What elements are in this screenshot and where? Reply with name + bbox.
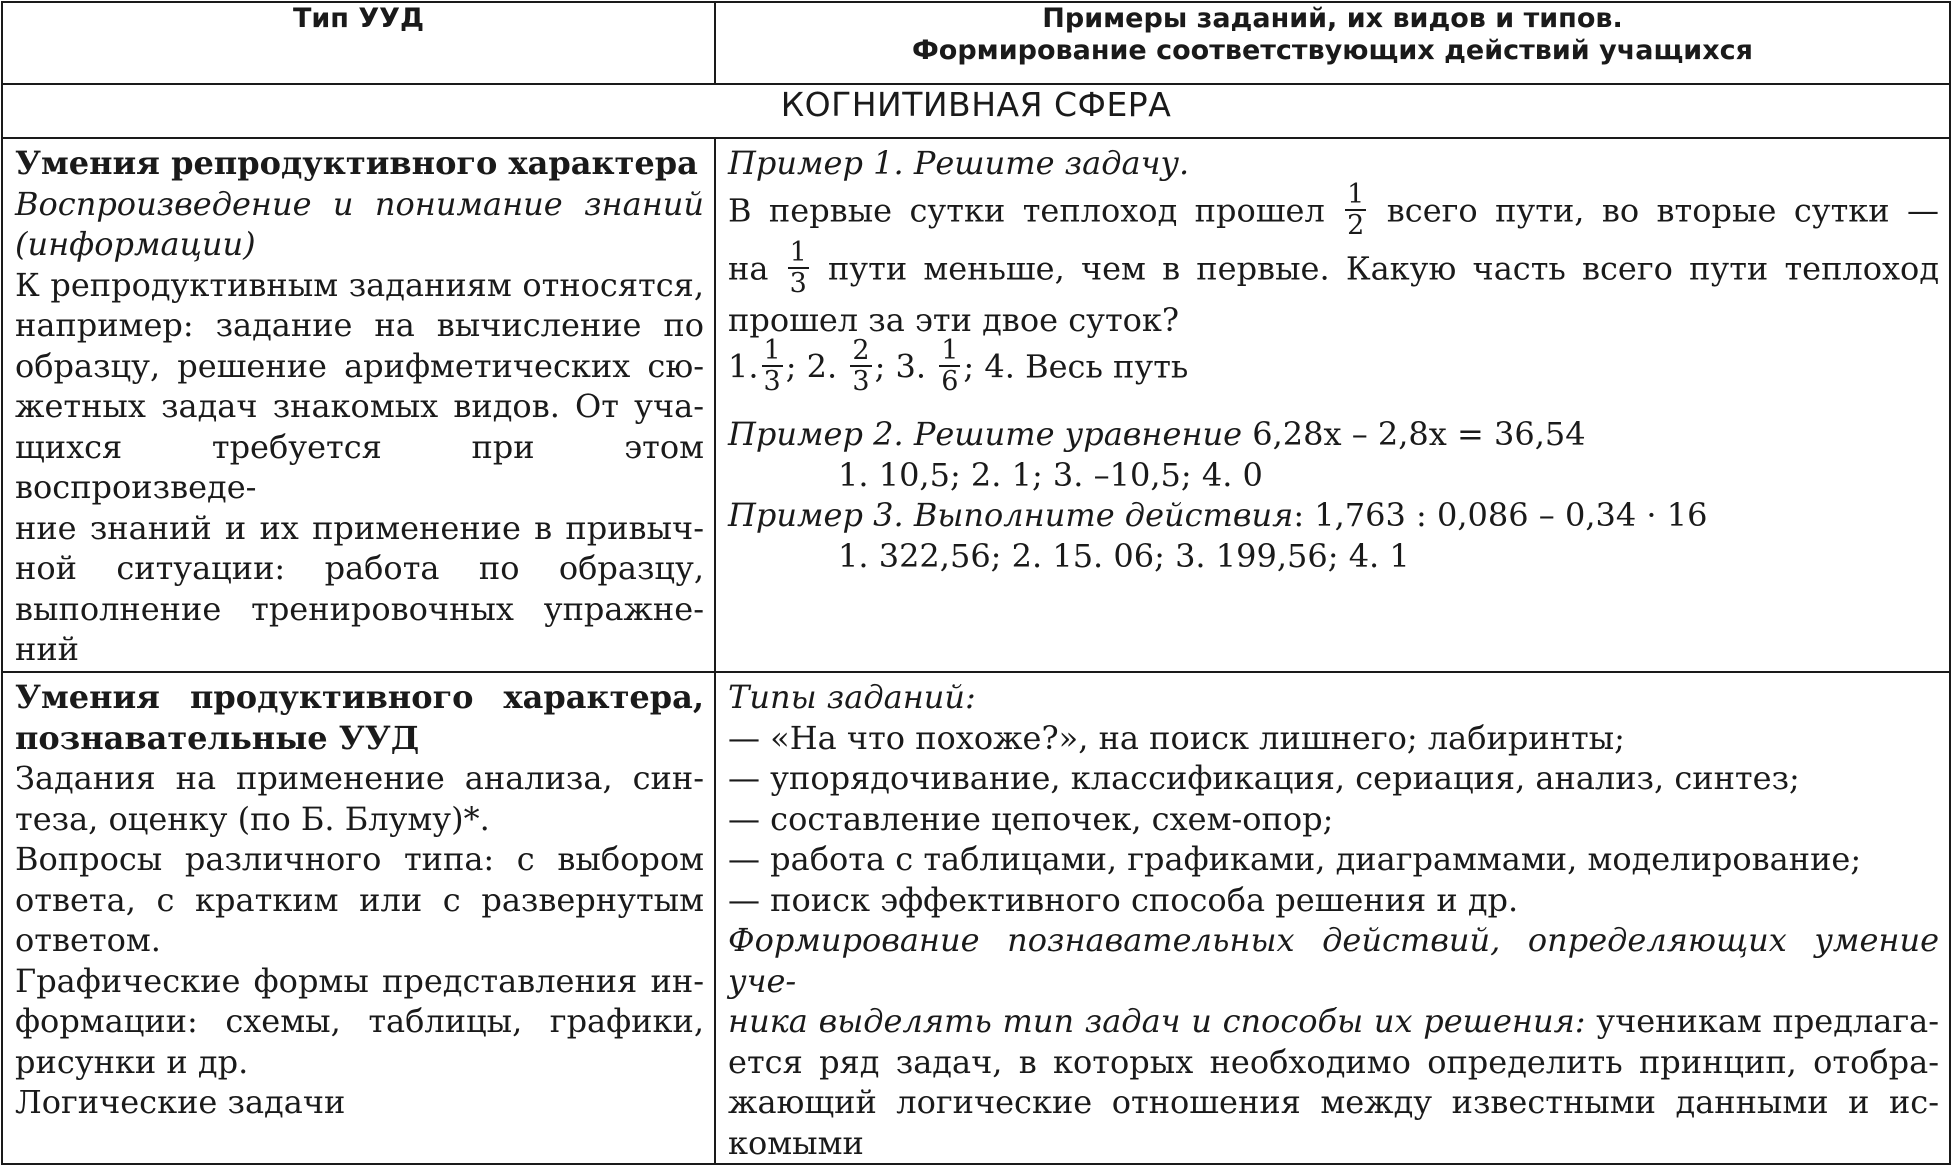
row1-text-line: образцу, решение арифметических сю-: [15, 346, 704, 385]
fraction-denominator: 6: [941, 366, 959, 397]
example3-line: [728, 495, 1939, 536]
fraction-denominator: 3: [763, 366, 781, 397]
task-types-title: Типы заданий:: [728, 678, 976, 716]
row2-text-line: формации: схемы, таблицы, графики,: [15, 1002, 704, 1040]
task-type-item: — составление цепочек, схем-опор;: [728, 799, 1334, 838]
row-reproductive: [2, 138, 1950, 672]
header-type: [2, 2, 715, 84]
row1-left-cell: [2, 138, 715, 672]
example1-line2-a: на: [728, 249, 769, 287]
example1-line2: [728, 236, 1940, 300]
row2-title-1: Умения продуктивного характера,: [15, 678, 704, 716]
row1-text-line: щихся требуется при этом воспроизведе-: [15, 427, 704, 506]
row2-text-line: Графические формы представления ин-: [15, 961, 704, 1000]
formation-line2-italic: ника выделять тип задач и способы их решения:: [728, 1002, 1586, 1040]
fraction-denominator: 3: [852, 366, 870, 397]
row2-text-line: рисунки и др.: [15, 1042, 249, 1081]
formation-line2-rest: ученикам предлага-: [1596, 1002, 1940, 1040]
formation-line2: [728, 1001, 1939, 1042]
fraction-numerator: 1: [941, 335, 959, 366]
example1-line2-b: пути меньше, чем в первые. Какую часть всего пути теплоход: [827, 249, 1940, 287]
row1-text-line: ние знаний и их применение в привыч-: [15, 508, 704, 547]
example2-answers: 1. 10,5; 2. 1; 3. –10,5; 4. 0: [838, 455, 1263, 494]
answer-fraction: [939, 337, 960, 395]
answer-label: ; 2.: [785, 347, 838, 386]
uud-table: [1, 1, 1951, 1165]
fraction-one-third: [788, 236, 809, 299]
example2-equation: 6,28x – 2,8x = 36,54: [1252, 415, 1586, 453]
row2-text-line: Логические задачи: [15, 1083, 346, 1121]
row2-text-line: Задания на применение анализа, син-: [15, 759, 704, 797]
row2-text-line: теза, оценку (по Б. Блуму)*.: [15, 799, 490, 838]
fraction-numerator: 1: [1347, 178, 1365, 210]
row1-title: Умения репродуктивного характера: [15, 144, 698, 182]
header-examples-line2: Формирование соответствующих действий учащихся: [912, 35, 1753, 66]
task-type-item: — поиск эффективного способа решения и др.: [728, 880, 1519, 919]
example1-answers: [728, 335, 1939, 398]
answer-label: ; 3.: [874, 347, 927, 386]
row2-text-line: Вопросы различного типа: с выбором: [15, 840, 704, 878]
formation-line3: ется ряд задач, в которых необходимо определить принцип, отобра-: [728, 1042, 1939, 1081]
row1-subtitle-2: (информации): [15, 225, 256, 263]
example1-line1: [728, 178, 1939, 242]
fraction-denominator: 2: [1347, 209, 1365, 241]
task-type-item: — упорядочивание, классификация, сериация, анализ, синтез;: [728, 759, 1800, 797]
row-productive: [2, 672, 1950, 1164]
row2-right-cell: [715, 672, 1950, 1164]
row1-text-last-line: ний: [15, 630, 79, 668]
header-examples-line1: Примеры заданий, их видов и типов.: [1042, 3, 1623, 34]
row2-title-2: познавательные УУД: [15, 718, 420, 757]
section-row: [2, 84, 1950, 138]
row2-text-line: ответа, с кратким или с развернутым: [15, 880, 704, 919]
example1-line1-a: В первые сутки теплоход прошел: [728, 191, 1325, 229]
row1-text-line: К репродуктивным заданиям относятся,: [15, 265, 704, 304]
fraction-denominator: 3: [789, 267, 807, 299]
fraction-one-half: [1345, 178, 1366, 241]
formation-line1: Формирование познавательных действий, определяющих умение уче-: [728, 921, 1939, 1000]
fraction-numerator: 1: [789, 236, 807, 268]
example1-title: Пример 1. Решите задачу.: [728, 144, 1190, 182]
example1-line3: прошел за эти двое суток?: [728, 300, 1180, 339]
row1-text-line: выполнение тренировочных упражне-: [15, 589, 704, 628]
header-row: [2, 2, 1950, 84]
answer-label: 1.: [728, 347, 759, 386]
task-type-item: — «На что похоже?», на поиск лишнего; лабиринты;: [728, 718, 1625, 757]
row1-text-line: ной ситуации: работа по образцу,: [15, 549, 704, 587]
fraction-numerator: 2: [852, 335, 870, 366]
formation-line5: комыми: [728, 1123, 864, 1162]
answer-fraction: [850, 337, 871, 395]
answer-fraction: [762, 337, 783, 395]
row2-text-line: ответом.: [15, 921, 161, 959]
row2-left-cell: [2, 672, 715, 1164]
example3-answers: 1. 322,56; 2. 15. 06; 3. 199,56; 4. 1: [838, 536, 1410, 575]
header-examples: [715, 2, 1950, 84]
row1-right-cell: [715, 138, 1950, 672]
row1-text-line: жетных задач знакомых видов. От уча-: [15, 387, 704, 425]
answer-label: ; 4. Весь путь: [963, 347, 1189, 386]
example2-line: [728, 414, 1939, 455]
section-title: КОГНИТИВНАЯ СФЕРА: [2, 84, 1950, 138]
header-type-label: Тип УУД: [292, 3, 425, 34]
task-type-item: — работа с таблицами, графиками, диаграммами, моделирование;: [728, 840, 1862, 878]
row1-text-line: например: задание на вычисление по: [15, 306, 704, 344]
fraction-numerator: 1: [763, 335, 781, 366]
formation-line4: жающий логические отношения между известными данными и ис-: [728, 1083, 1939, 1121]
example3-title: Пример 3. Выполните действия: [728, 496, 1294, 534]
example1-line1-b: всего пути, во вторые сутки —: [1386, 191, 1939, 229]
row1-subtitle-1: Воспроизведение и понимание знаний: [15, 184, 704, 223]
example2-title: Пример 2. Решите уравнение: [728, 415, 1243, 453]
example3-expression: : 1,763 : 0,086 – 0,34 · 16: [1293, 496, 1708, 534]
